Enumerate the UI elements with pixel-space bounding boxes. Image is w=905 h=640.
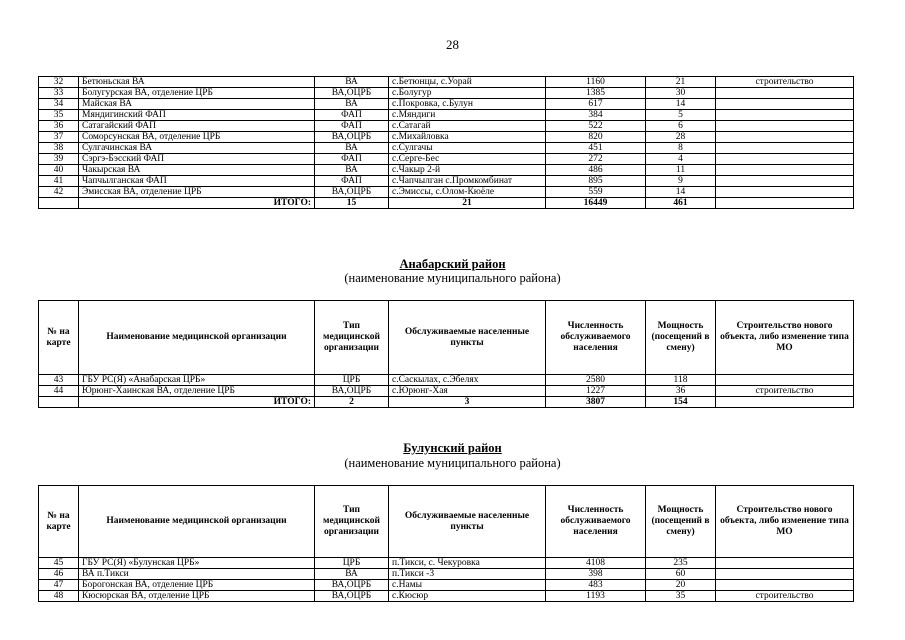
cell-construction: [716, 88, 854, 99]
cell-construction: строительство: [716, 77, 854, 88]
cell-name: Кюсюрская ВА, отделение ЦРБ: [79, 591, 315, 602]
cell-num: 43: [39, 375, 79, 386]
cell-type: ВА: [315, 569, 389, 580]
cell-type: ВА: [315, 99, 389, 110]
cell-capacity: 6: [646, 121, 716, 132]
header-settlements: Обслуживаемые населенные пункты: [389, 301, 546, 375]
cell-name: ВА п.Тикси: [79, 569, 315, 580]
cell-capacity: 14: [646, 187, 716, 198]
cell-construction: [716, 121, 854, 132]
cell-capacity: 14: [646, 99, 716, 110]
table-row: [39, 591, 854, 602]
cell-construction: [716, 132, 854, 143]
header-capacity: Мощность (посещений в смену): [646, 301, 716, 375]
cell-settlements: с.Эмиссы, с.Олом-Кюёле: [389, 187, 546, 198]
cell-name: Эмисская ВА, отделение ЦРБ: [79, 187, 315, 198]
cell-type: ВА,ОЦРБ: [315, 187, 389, 198]
cell-population: 483: [546, 580, 646, 591]
header-name: Наименование медицинской организации: [79, 301, 315, 375]
header-settlements: Обслуживаемые населенные пункты: [389, 486, 546, 558]
cell-num: 45: [39, 558, 79, 569]
header-population: Численность обслуживаемого населения: [546, 486, 646, 558]
cell-type: ВА,ОЦРБ: [315, 386, 389, 397]
total-row: [39, 198, 854, 209]
header-construction: Строительство нового объекта, либо изменение типа МО: [716, 301, 854, 375]
cell-name: Болугурская ВА, отделение ЦРБ: [79, 88, 315, 99]
cell-name: Майская ВА: [79, 99, 315, 110]
total-population: 16449: [546, 198, 646, 209]
cell-type: ВА,ОЦРБ: [315, 88, 389, 99]
cell-construction: [716, 558, 854, 569]
cell-population: 895: [546, 176, 646, 187]
total-construction: [716, 198, 854, 209]
cell-capacity: 8: [646, 143, 716, 154]
table-row: [39, 386, 854, 397]
cell-type: ВА: [315, 143, 389, 154]
table-row: [39, 143, 854, 154]
table-row: [39, 580, 854, 591]
cell-capacity: 11: [646, 165, 716, 176]
cell-num: 42: [39, 187, 79, 198]
cell-capacity: 20: [646, 580, 716, 591]
total-empty: [39, 397, 79, 408]
cell-settlements: с.Серге-Бес: [389, 154, 546, 165]
cell-num: 34: [39, 99, 79, 110]
cell-settlements: с.Чапчылган с.Промкомбинат: [389, 176, 546, 187]
cell-population: 1385: [546, 88, 646, 99]
cell-capacity: 21: [646, 77, 716, 88]
total-empty: [39, 198, 79, 209]
cell-capacity: 235: [646, 558, 716, 569]
cell-population: 384: [546, 110, 646, 121]
table-continuation: [38, 76, 854, 209]
cell-num: 36: [39, 121, 79, 132]
cell-num: 35: [39, 110, 79, 121]
cell-name: Мяндигинский ФАП: [79, 110, 315, 121]
cell-type: ЦРБ: [315, 558, 389, 569]
header-name: Наименование медицинской организации: [79, 486, 315, 558]
cell-construction: [716, 580, 854, 591]
table-row: [39, 121, 854, 132]
cell-construction: [716, 154, 854, 165]
cell-capacity: 60: [646, 569, 716, 580]
cell-construction: строительство: [716, 386, 854, 397]
header-num: № на карте: [39, 301, 79, 375]
total-construction: [716, 397, 854, 408]
cell-capacity: 35: [646, 591, 716, 602]
cell-population: 617: [546, 99, 646, 110]
cell-settlements: с.Чакыр 2-й: [389, 165, 546, 176]
cell-population: 820: [546, 132, 646, 143]
cell-settlements: с.Болугур: [389, 88, 546, 99]
cell-settlements: с.Сатагай: [389, 121, 546, 132]
cell-num: 40: [39, 165, 79, 176]
cell-population: 4108: [546, 558, 646, 569]
cell-construction: [716, 110, 854, 121]
cell-type: ФАП: [315, 176, 389, 187]
cell-settlements: п.Тикси, с. Чекуровка: [389, 558, 546, 569]
cell-settlements: п.Тикси -3: [389, 569, 546, 580]
cell-population: 451: [546, 143, 646, 154]
total-orgs: 2: [315, 397, 389, 408]
cell-capacity: 9: [646, 176, 716, 187]
total-label: ИТОГО:: [79, 397, 315, 408]
cell-name: Сэргэ-Бэсский ФАП: [79, 154, 315, 165]
table-row: [39, 558, 854, 569]
table-row: [39, 187, 854, 198]
cell-construction: [716, 99, 854, 110]
cell-construction: [716, 569, 854, 580]
table-row: [39, 132, 854, 143]
cell-capacity: 36: [646, 386, 716, 397]
header-capacity: Мощность (посещений в смену): [646, 486, 716, 558]
total-orgs: 15: [315, 198, 389, 209]
cell-name: Соморсунская ВА, отделение ЦРБ: [79, 132, 315, 143]
cell-name: Сатагайский ФАП: [79, 121, 315, 132]
total-settlements: 3: [389, 397, 546, 408]
cell-name: Бетюньская ВА: [79, 77, 315, 88]
cell-settlements: с.Саскылах, с.Эбелях: [389, 375, 546, 386]
district-title-bulun: Булунский район: [403, 441, 502, 455]
cell-settlements: с.Покровка, с.Булун: [389, 99, 546, 110]
page-number: 28: [446, 37, 459, 52]
cell-settlements: с.Михайловка: [389, 132, 546, 143]
cell-type: ФАП: [315, 154, 389, 165]
cell-num: 41: [39, 176, 79, 187]
table-row: [39, 375, 854, 386]
cell-name: ГБУ РС(Я) «Анабарская ЦРБ»: [79, 375, 315, 386]
table-row: [39, 77, 854, 88]
cell-type: ВА,ОЦРБ: [315, 591, 389, 602]
cell-type: ФАП: [315, 110, 389, 121]
cell-num: 46: [39, 569, 79, 580]
cell-population: 559: [546, 187, 646, 198]
cell-settlements: с.Намы: [389, 580, 546, 591]
cell-name: Борогонская ВА, отделение ЦРБ: [79, 580, 315, 591]
total-row: [39, 397, 854, 408]
header-num: № на карте: [39, 486, 79, 558]
cell-type: ЦРБ: [315, 375, 389, 386]
cell-name: Чапчылганская ФАП: [79, 176, 315, 187]
cell-population: 1193: [546, 591, 646, 602]
district-title-anabar: Анабарский район: [399, 257, 506, 271]
cell-settlements: с.Кюсюр: [389, 591, 546, 602]
total-label: ИТОГО:: [79, 198, 315, 209]
cell-capacity: 28: [646, 132, 716, 143]
cell-type: ВА: [315, 77, 389, 88]
cell-capacity: 30: [646, 88, 716, 99]
cell-name: ГБУ РС(Я) «Булунская ЦРБ»: [79, 558, 315, 569]
cell-construction: [716, 165, 854, 176]
total-population: 3807: [546, 397, 646, 408]
total-settlements: 21: [389, 198, 546, 209]
cell-construction: [716, 187, 854, 198]
table-row: [39, 88, 854, 99]
cell-population: 486: [546, 165, 646, 176]
total-capacity: 461: [646, 198, 716, 209]
cell-population: 1227: [546, 386, 646, 397]
cell-num: 39: [39, 154, 79, 165]
cell-capacity: 118: [646, 375, 716, 386]
header-construction: Строительство нового объекта, либо изменение типа МО: [716, 486, 854, 558]
table-anabar: [38, 300, 854, 408]
cell-settlements: с.Бетюнцы, с.Уорай: [389, 77, 546, 88]
header-type: Тип медицинской организации: [315, 486, 389, 558]
cell-construction: [716, 143, 854, 154]
cell-construction: строительство: [716, 591, 854, 602]
cell-type: ВА,ОЦРБ: [315, 132, 389, 143]
cell-construction: [716, 375, 854, 386]
cell-population: 272: [546, 154, 646, 165]
cell-name: Сулгачинская ВА: [79, 143, 315, 154]
cell-settlements: с.Мяндиги: [389, 110, 546, 121]
cell-population: 522: [546, 121, 646, 132]
cell-population: 398: [546, 569, 646, 580]
table-row: [39, 569, 854, 580]
cell-settlements: с.Сулгачы: [389, 143, 546, 154]
district-subtitle-bulun: (наименование муниципального района): [344, 456, 561, 470]
cell-num: 32: [39, 77, 79, 88]
cell-population: 1160: [546, 77, 646, 88]
table-bulun: [38, 485, 854, 602]
cell-capacity: 5: [646, 110, 716, 121]
cell-settlements: с.Юрюнг-Хая: [389, 386, 546, 397]
cell-num: 47: [39, 580, 79, 591]
total-capacity: 154: [646, 397, 716, 408]
cell-num: 38: [39, 143, 79, 154]
cell-num: 37: [39, 132, 79, 143]
table-row: [39, 176, 854, 187]
cell-type: ВА: [315, 165, 389, 176]
table-row: [39, 154, 854, 165]
cell-num: 48: [39, 591, 79, 602]
cell-construction: [716, 176, 854, 187]
district-subtitle-anabar: (наименование муниципального района): [344, 271, 561, 285]
header-type: Тип медицинской организации: [315, 301, 389, 375]
cell-num: 33: [39, 88, 79, 99]
cell-population: 2580: [546, 375, 646, 386]
cell-num: 44: [39, 386, 79, 397]
cell-name: Юрюнг-Хаинская ВА, отделение ЦРБ: [79, 386, 315, 397]
table-row: [39, 110, 854, 121]
table-row: [39, 165, 854, 176]
cell-type: ФАП: [315, 121, 389, 132]
cell-capacity: 4: [646, 154, 716, 165]
table-row: [39, 99, 854, 110]
header-population: Численность обслуживаемого населения: [546, 301, 646, 375]
cell-name: Чакырская ВА: [79, 165, 315, 176]
cell-type: ВА,ОЦРБ: [315, 580, 389, 591]
